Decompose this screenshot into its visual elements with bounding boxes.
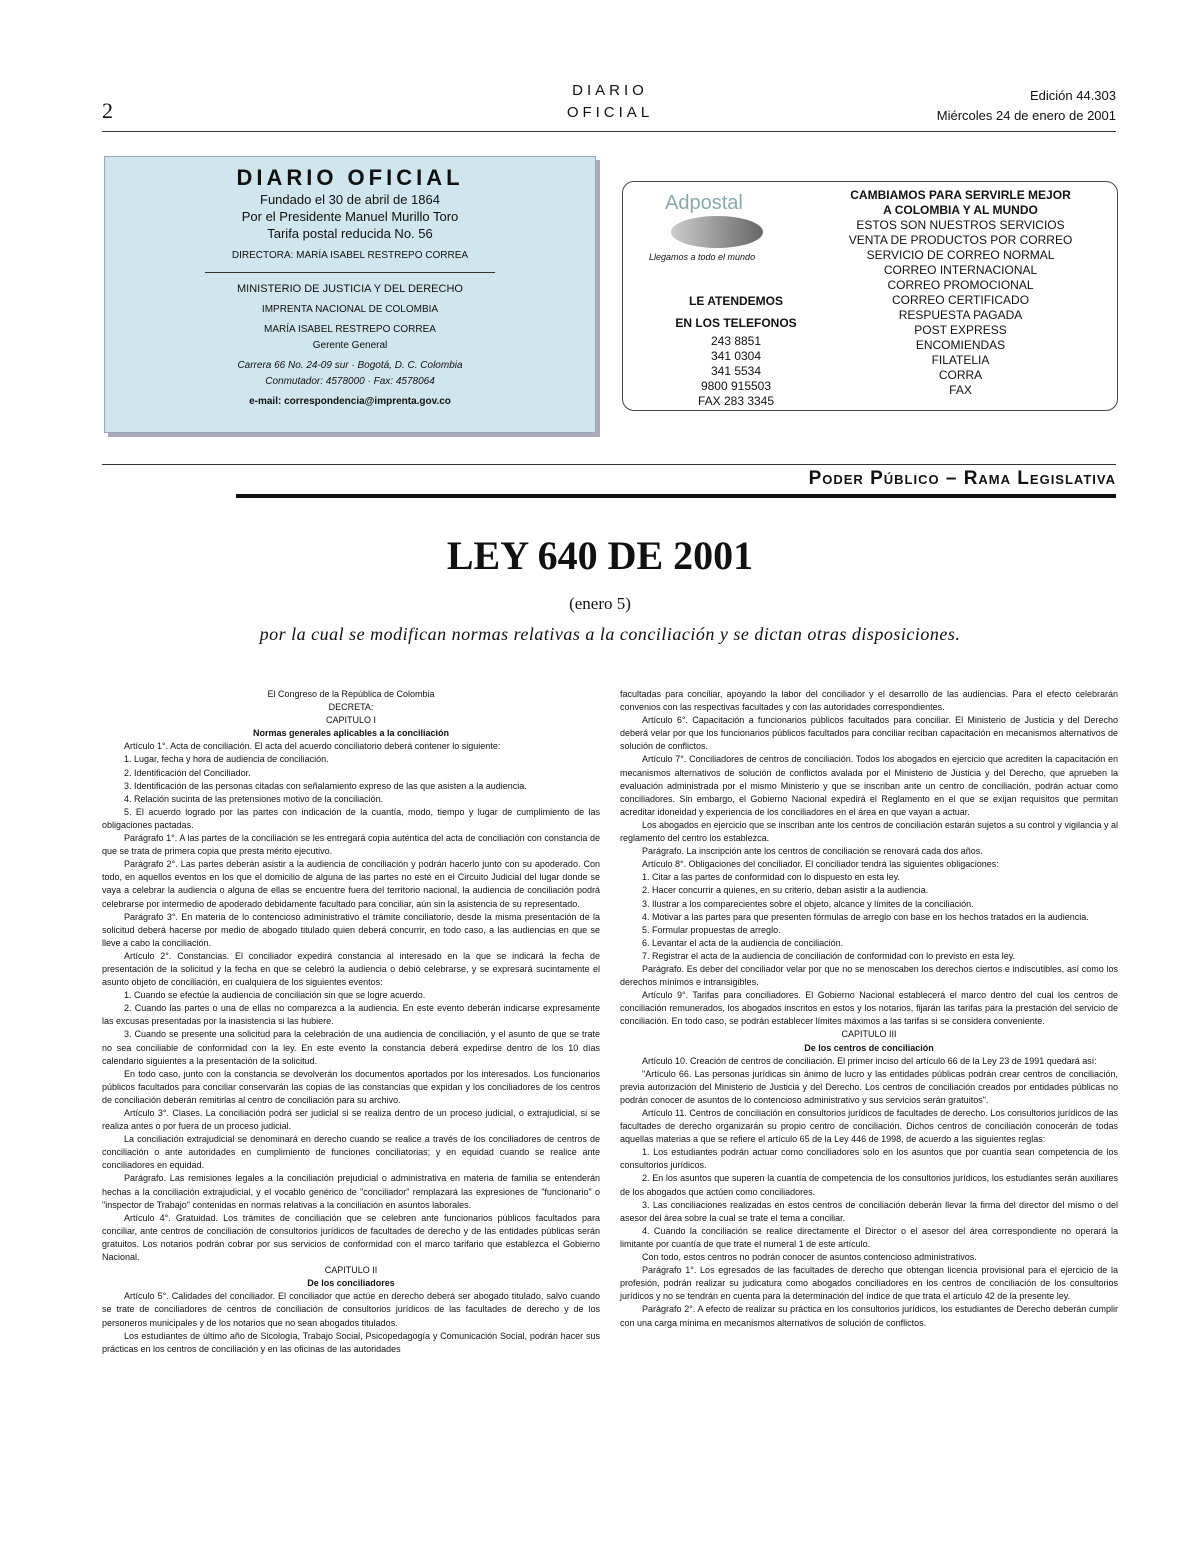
service-item: VENTA DE PRODUCTOS POR CORREO: [848, 233, 1073, 247]
column-heading: De los centros de conciliación: [804, 1042, 934, 1053]
paragraph: Parágrafo. Las remisiones legales a la conciliación prejudicial o administrativa en materia de familia se entenderán hechas a la conciliación extrajudicial, y el vocablo genérico de "conciliador" remplazará las expresiones de "funcionario" o "inspector de Trabajo" contenidas en normas relativas a la conciliación en asuntos laborales.: [102, 1173, 600, 1210]
founder-line: Por el Presidente Manuel Murillo Toro: [241, 209, 459, 224]
ad-services: [823, 188, 1098, 398]
paragraph: 7. Registrar el acta de la audiencia de conciliación de conformidad con lo previsto en esta ley.: [642, 950, 1016, 961]
phone-item: FAX 283 3345: [697, 394, 775, 408]
paragraph: Con todo, estos centros no podrán conocer de asuntos contencioso administrativos.: [642, 1252, 977, 1263]
paragraph: Artículo 3°. Clases. La conciliación podrá ser judicial si se realiza dentro de un proceso judicial, o extrajudicial, si se realiza antes o por fuera de un proceso judicial.: [102, 1108, 600, 1132]
paragraph: 5. Formular propuestas de arreglo.: [642, 924, 781, 935]
masthead-box: [104, 156, 596, 433]
masthead-line-2: OFICIAL: [566, 104, 654, 121]
paragraph: Artículo 2°. Constancias. El conciliador expedirá constancia al interesado en la que se indicará la fecha de presentación de la solicitud y la fecha en que se celebró la audiencia o debió celebrarse, y se expresará sucintamente el asunto objeto de conciliación, en cualquiera de los siguientes eventos:: [102, 950, 600, 988]
service-item: FILATELIA: [931, 353, 990, 367]
phone-item: 341 0304: [710, 349, 762, 363]
service-item: ENCOMIENDAS: [915, 338, 1006, 352]
paragraph: 4. Motivar a las partes para que presenten fórmulas de arreglo con base en los hechos tratados en la audiencia.: [642, 911, 1089, 922]
section-rule: [102, 464, 1116, 465]
paragraph: Parágrafo. La inscripción ante los centros de conciliación se renovará cada dos años.: [642, 846, 983, 857]
paragraph: 1. Cuando se efectúe la audiencia de conciliación sin que se logre acuerdo.: [124, 990, 426, 1001]
adpostal-advertisement: [622, 181, 1118, 411]
service-item: ESTOS SON NUESTROS SERVICIOS: [856, 218, 1065, 232]
column-heading: CAPITULO I: [325, 715, 376, 726]
paragraph: 2. Identificación del Conciliador.: [124, 767, 251, 778]
service-item: FAX: [949, 383, 972, 397]
masthead-divider: [205, 272, 495, 273]
masthead-title: DIARIO OFICIAL: [236, 165, 464, 190]
service-item: SERVICIO DE CORREO NORMAL: [866, 248, 1055, 262]
ad-headline-1: CAMBIAMOS PARA SERVIRLE MEJOR: [850, 188, 1071, 202]
paragraph: En todo caso, junto con la constancia se devolverán los documentos aportados por los interesados. Los funcionarios públicos facultados para conciliar conservarán las copias de las constancias que expidan y los conciliadores de los centros de conciliación deberán remitirlas al centro de conciliación para su archivo.: [102, 1068, 600, 1105]
edition-info: [937, 86, 1116, 126]
paragraph: Los abogados en ejercicio que se inscriban ante los centros de conciliación estarán sujetos a su control y vigilancia y al reglamento del centro los establezca.: [620, 819, 1118, 844]
header-rule: [102, 131, 1116, 132]
paragraph: Parágrafo 1°. Los egresados de las facultades de derecho que obtengan licencia provisional para el ejercicio de la profesión, podrán realizar su judicatura como abogados conciliadores en los centros de conciliación de los consultorios jurídicos y no se tendrán en cuenta para la determinación del índice de que trata el artículo 42 de la presente ley.: [620, 1265, 1118, 1302]
attend-line-1: LE ATENDEMOS: [688, 294, 783, 308]
paragraph: 2. Hacer concurrir a quienes, en su criterio, deban asistir a la audiencia.: [642, 885, 929, 896]
phone-item: 341 5534: [710, 364, 762, 378]
section-bar: [236, 494, 1116, 498]
paragraph: 1. Citar a las partes de conformidad con lo dispuesto en esta ley.: [642, 872, 900, 883]
text-column-right: [620, 688, 1118, 1330]
paragraph: "Artículo 66. Las personas jurídicas sin ánimo de lucro y las entidades públicas podrán crear centros de conciliación, previa autorización del Ministerio de Justicia y del Derecho. Los centros de conciliación creados por entidades públicas no podrán conocer de asuntos de lo contencioso administrativo y sus servicios serán gratuitos".: [620, 1068, 1118, 1105]
ministry-line: MINISTERIO DE JUSTICIA Y DEL DERECHO: [237, 283, 463, 295]
bird-logo-icon: [671, 216, 763, 248]
paragraph: La conciliación extrajudicial se denominará en derecho cuando se realice a través de los conciliadores de centros de conciliación o ante autoridades en cumplimiento de funciones conciliatorias; y en equidad cuando se realice ante conciliadores en equidad.: [102, 1134, 600, 1171]
tariff-line: Tarifa postal reducida No. 56: [267, 226, 433, 241]
phone-item: 9800 915503: [700, 379, 772, 393]
service-item: RESPUESTA PAGADA: [898, 308, 1023, 322]
paragraph: Artículo 8°. Obligaciones del conciliador. El conciliador tendrá las siguientes obligaciones:: [642, 859, 999, 870]
law-date: (enero 5): [569, 594, 631, 613]
paragraph: Parágrafo. Es deber del conciliador velar por que no se menoscaben los derechos ciertos e indiscutibles, así como los derechos mínimos e intransigibles.: [620, 963, 1118, 988]
ad-slogan: Llegamos a todo el mundo: [649, 252, 756, 262]
column-heading: El Congreso de la República de Colombia: [267, 689, 435, 699]
paragraph: Artículo 1°. Acta de conciliación. El acta del acuerdo conciliatorio deberá contener lo siguiente:: [124, 741, 501, 752]
founded-line: Fundado el 30 de abril de 1864: [260, 192, 440, 207]
paragraph: facultadas para conciliar, apoyando la labor del conciliador y el desarrollo de las audiencias. Para el efecto celebrarán convenios con las respectivas facultades y con las autoridades correspondientes.: [620, 689, 1118, 713]
paragraph: 3. Ilustrar a los comparecientes sobre el objeto, alcance y límites de la conciliación.: [642, 898, 974, 909]
paragraph: Artículo 5°. Calidades del conciliador. El conciliador que actúe en derecho deberá ser abogado titulado, salvo cuando se trate de conciliadores de centros de conciliación de consultorios jurídicos de las facultades de derecho y de los personeros municipales y de los notarios que no sean abogados titulados.: [102, 1291, 600, 1328]
service-item: CORREO INTERNACIONAL: [883, 263, 1038, 277]
paragraph: 3. Las conciliaciones realizadas en estos centros de conciliación deberán llevar la firma del director del mismo o del asesor del área sobre la cual se trate el tema a conciliar.: [620, 1199, 1118, 1223]
phone-line: Conmutador: 4578000 · Fax: 4578064: [265, 376, 435, 387]
column-heading: De los conciliadores: [307, 1278, 395, 1289]
paragraph: Artículo 7°. Conciliadores de centros de conciliación. Todos los abogados en ejercicio que acrediten la capacitación en mecanismos alternativos de solución de conflictos avalada por el Ministerio de Justicia y del Derecho, que aprueben la evaluación administrada por el mismo Ministerio y que se inscriban ante un centro de conciliación, podrán actuar como conciliadores. Sin embargo, el Gobierno Nacional expedirá el Reglamento en el que se exijan requisitos que permitan acreditar idoneidad y experiencia de los conciliadores en el área en que vayan a actuar.: [620, 754, 1118, 817]
adpostal-logo: Adpostal: [665, 192, 743, 214]
paragraph: Artículo 9°. Tarifas para conciliadores. El Gobierno Nacional establecerá el marco dentro del cual los centros de conciliación remunerados, los abogados inscritos en estos y los notarios, fijarán las tarifas para la prestación del servicio de conciliación. En todo caso, se podrán establecer límites máximos a las tarifas si se considera conveniente.: [620, 990, 1118, 1027]
column-heading: CAPITULO III: [841, 1029, 897, 1040]
paragraph: Artículo 6°. Capacitación a funcionarios públicos facultados para conciliar. El Ministerio de Justicia y del Derecho deberá velar por que los funcionarios públicos facultados para conciliar reciban capacitación en mecanismos alternativos de solución de conflictos.: [620, 715, 1118, 752]
edition-number: Edición 44.303: [1029, 88, 1116, 103]
email-line: e-mail: correspondencia@imprenta.gov.co: [249, 396, 451, 407]
manager-role: Gerente General: [312, 340, 388, 351]
ad-headline-2: A COLOMBIA Y AL MUNDO: [883, 203, 1038, 217]
paragraph: Parágrafo 1°. A las partes de la conciliación se les entregará copia auténtica del acta de conciliación con constancia de que se trata de primera copia que presta mérito ejecutivo.: [102, 833, 600, 857]
paragraph: Artículo 4°. Gratuidad. Los trámites de conciliación que se celebren ante funcionarios públicos facultados para conciliar, ante centros de conciliación de consultorios jurídicos de facultades de derecho y de las entidades públicas serán gratuitos. Los notarios podrán cobrar por sus servicios de conformidad con el marco tarifario que establezca el Gobierno Nacional.: [102, 1212, 600, 1263]
column-heading: Normas generales aplicables a la conciliación: [252, 728, 450, 739]
page-number: 2: [102, 98, 113, 123]
paragraph: Los estudiantes de último año de Sicología, Trabajo Social, Psicopedagogía y Comunicación Social, podrán hacer sus prácticas en los centros de conciliación y en las oficinas de las autoridades: [102, 1330, 600, 1354]
paragraph: 4. Cuando la conciliación se realice directamente el Director o el asesor del área correspondiente no operará la limitante por cuantía de que trate el numeral 1 de este artículo.: [620, 1225, 1118, 1249]
paragraph: Parágrafo 2°. Las partes deberán asistir a la audiencia de conciliación y podrán hacerlo junto con su apoderado. Con todo, en aquellos eventos en los que el domicilio de alguna de las partes no esté en el Circuito Judicial del lugar donde se vaya a celebrar la audiencia o alguna de ellas se encuentre fuera del territorio nacional, la audiencia de conciliación podrá celebrarse por intermedio de apoderado debidamente facultado para conciliar, aún sin la asistencia de su representado.: [102, 859, 600, 909]
paragraph: 5. El acuerdo logrado por las partes con indicación de la cuantía, modo, tiempo y lugar de cumplimiento de las obligaciones pactadas.: [102, 806, 600, 830]
service-item: CORREO PROMOCIONAL: [887, 278, 1034, 292]
section-title: Poder Público – Rama Legislativa: [808, 468, 1116, 489]
law-subtitle: por la cual se modifican normas relativas a la conciliación y se dictan otras disposiciones.: [259, 624, 961, 644]
service-item: CORREO CERTIFICADO: [891, 293, 1030, 307]
running-masthead: [540, 80, 680, 124]
service-item: POST EXPRESS: [914, 323, 1007, 337]
manager-line: MARÍA ISABEL RESTREPO CORREA: [264, 324, 436, 335]
paragraph: 3. Identificación de las personas citadas con señalamiento expreso de las que asisten a la audiencia.: [124, 780, 527, 791]
director-line: DIRECTORA: MARÍA ISABEL RESTREPO CORREA: [231, 250, 469, 261]
law-title: LEY 640 DE 2001: [446, 533, 754, 578]
address-line: Carrera 66 No. 24-09 sur · Bogotá, D. C. Colombia: [237, 360, 463, 371]
paragraph: Parágrafo 3°. En materia de lo contencioso administrativo el trámite conciliatorio, desde la misma presentación de la solicitud deberá hacerse por medio de abogado titulado quien deberá concurrir, en todo caso, a las audiencias en que se lleve a cabo la conciliación.: [102, 911, 600, 948]
paragraph: 2. Cuando las partes o una de ellas no comparezca a la audiencia. En este evento deberán indicarse expresamente las excusas presentadas por la inasistencia si las hubiere.: [102, 1003, 600, 1027]
paragraph: Parágrafo 2°. A efecto de realizar su práctica en los consultorios jurídicos, los estudiantes de Derecho deberán cumplir con una carga mínima en mecanismos alternativos de solución de conflictos.: [620, 1304, 1118, 1328]
paragraph: 3. Cuando se presente una solicitud para la celebración de una audiencia de conciliación, y el asunto de que se trate no sea conciliable de conformidad con la ley. En este evento la constancia deberá expedirse dentro de los 10 días calendario siguientes a la presentación de la solicitud.: [102, 1029, 600, 1066]
service-item: CORRA: [938, 368, 983, 382]
phone-item: 243 8851: [710, 334, 762, 348]
masthead-line-1: DIARIO: [572, 82, 648, 99]
column-heading: CAPITULO II: [324, 1265, 378, 1276]
column-heading: DECRETA:: [328, 702, 374, 713]
ad-phones: [651, 290, 821, 409]
text-column-left: [102, 688, 600, 1356]
imprenta-line: IMPRENTA NACIONAL DE COLOMBIA: [261, 304, 439, 315]
edition-date: Miércoles 24 de enero de 2001: [936, 108, 1116, 123]
paragraph: 1. Lugar, fecha y hora de audiencia de conciliación.: [124, 754, 329, 765]
paragraph: Artículo 10. Creación de centros de conciliación. El primer inciso del artículo 66 de la Ley 23 de 1991 quedará así:: [642, 1055, 1097, 1066]
attend-line-2: EN LOS TELEFONOS: [675, 316, 797, 330]
paragraph: 1. Los estudiantes podrán actuar como conciliadores solo en los asuntos que por cuantía sean competencia de los consultorios jurídicos.: [620, 1147, 1118, 1171]
paragraph: 4. Relación sucinta de las pretensiones motivo de la conciliación.: [124, 793, 384, 804]
paragraph: Artículo 11. Centros de conciliación en consultorios jurídicos de facultades de derecho. Los consultorios jurídicos de las facultades de derecho organizarán su propio centro de conciliación. Dichos centros de conciliación conocerán de todas aquellas materias a que se refiere el artículo 65 de la Ley 446 de 1998, de acuerdo a las siguientes reglas:: [620, 1108, 1118, 1145]
paragraph: 2. En los asuntos que superen la cuantía de competencia de los consultorios jurídicos, los estudiantes serán auxiliares de los abogados que actúen como conciliadores.: [620, 1173, 1118, 1197]
paragraph: 6. Levantar el acta de la audiencia de conciliación.: [642, 937, 844, 948]
